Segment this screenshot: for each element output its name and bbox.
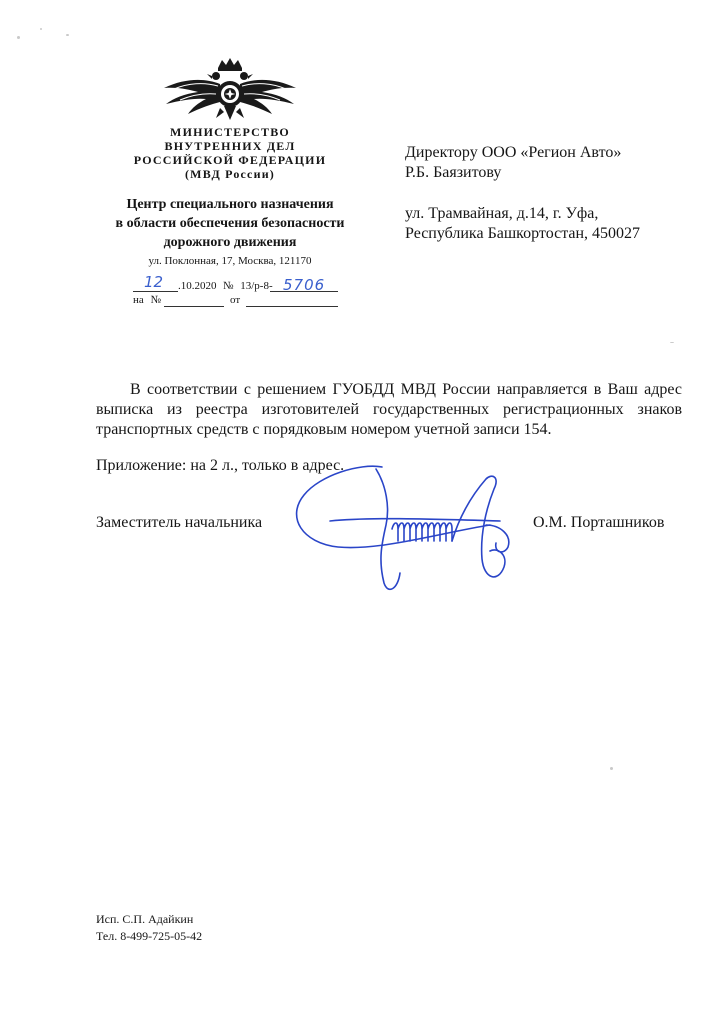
- handwritten-signature-icon: [290, 455, 530, 605]
- executor-info: [96, 911, 202, 945]
- registration-date: [144, 273, 217, 292]
- ref-on-label: на: [133, 294, 144, 306]
- addressee-street: ул. Трамвайная, д.14, г. Уфа,: [405, 205, 599, 222]
- scan-speck: [670, 342, 674, 343]
- registration-date-rest: .10.2020: [178, 280, 217, 292]
- ministry-line: МИНИСТЕРСТВО: [170, 125, 290, 139]
- registration-number: [223, 276, 326, 294]
- scan-speck: [610, 767, 613, 770]
- scan-speck: [40, 28, 42, 30]
- date-underline: [133, 291, 178, 292]
- executor-phone: Тел. 8-499-725-05-42: [96, 929, 203, 943]
- addressee-region: Республика Башкортостан, 450027: [405, 225, 641, 242]
- reg-no-label: №: [223, 280, 234, 292]
- double-headed-eagle-emblem-icon: [160, 56, 300, 124]
- number-underline: [270, 291, 338, 292]
- center-line: дорожного движения: [163, 235, 297, 250]
- reference-line: [133, 294, 161, 306]
- appendix-note: Приложение: на 2 л., только в адрес.: [96, 457, 345, 474]
- addressee-position: Директору ООО «Регион Авто»: [405, 144, 622, 161]
- ref-from-label: от: [230, 294, 241, 306]
- ministry-line: (МВД России): [184, 167, 276, 181]
- ministry-name: [100, 125, 360, 181]
- ref-number-underline: [164, 306, 224, 307]
- sender-address: ул. Поклонная, 17, Москва, 121170: [148, 255, 312, 267]
- addressee-block: [405, 143, 640, 244]
- letter-body: [96, 380, 682, 440]
- main-paragraph: В соответствии с решением ГУОБДД МВД России направляется в Ваш адрес выписка из реестра изготовителей государственных регистрационных знаков транспортных средств с порядковым номером учетной записи 154.: [96, 381, 682, 438]
- issuing-center-name: [88, 195, 372, 252]
- ref-no-label: №: [150, 294, 162, 306]
- handwritten-day: 12: [144, 273, 164, 291]
- signatory-name: О.М. Порташников: [533, 514, 665, 531]
- executor-name: Исп. С.П. Адайкин: [96, 912, 194, 926]
- handwritten-reg-number: 5706: [283, 276, 326, 294]
- scan-speck: [17, 36, 20, 39]
- ministry-line: ВНУТРЕННИХ ДЕЛ: [164, 139, 296, 153]
- ref-date-underline: [246, 306, 338, 307]
- center-line: Центр специального назначения: [126, 197, 334, 212]
- center-line: в области обеспечения безопасности: [115, 216, 345, 231]
- scan-speck: [66, 34, 69, 36]
- signatory-title: Заместитель начальника: [96, 514, 263, 531]
- addressee-name: Р.Б. Баязитову: [405, 164, 502, 181]
- ministry-line: РОССИЙСКОЙ ФЕДЕРАЦИИ: [133, 153, 327, 167]
- reg-no-prefix: 13/р-8-: [240, 280, 273, 292]
